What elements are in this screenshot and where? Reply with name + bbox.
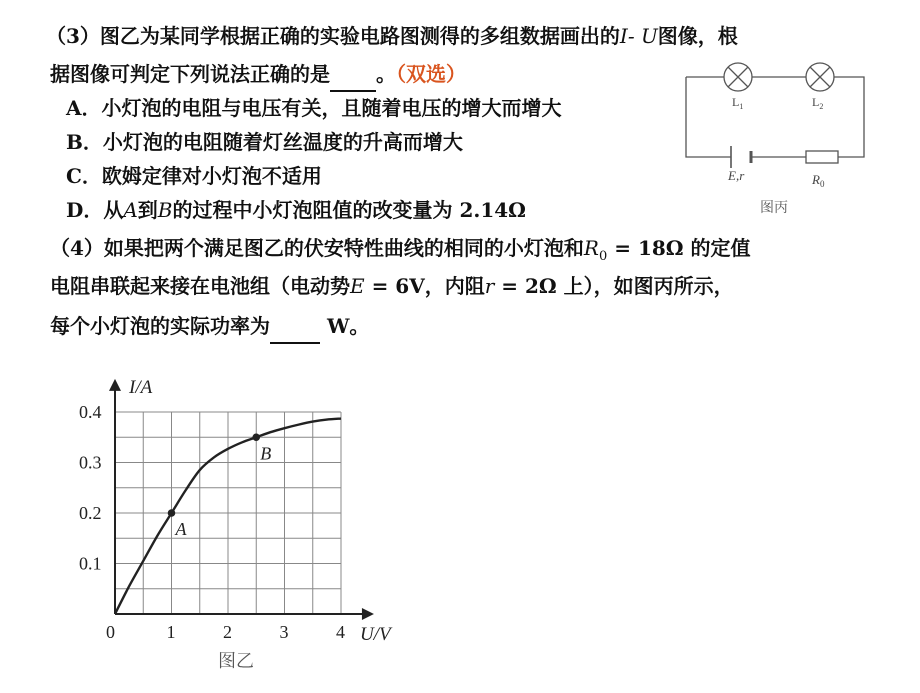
q4-r0-symbol: R bbox=[583, 236, 599, 260]
option-c: C．欧姆定律对小灯泡不适用 bbox=[66, 164, 322, 188]
point-b-marker bbox=[252, 433, 260, 441]
q4-text-1-end: = 18Ω 的定值 bbox=[607, 236, 751, 260]
x-tick-label: 0 bbox=[106, 622, 115, 642]
iu-chart bbox=[60, 350, 420, 685]
x-tick-label: 4 bbox=[336, 622, 345, 642]
x-tick-label: 2 bbox=[223, 622, 232, 642]
resistor-label: $R_0$ bbox=[812, 172, 825, 189]
option-b: B．小灯泡的电阻随着灯丝温度的升高而增大 bbox=[66, 130, 463, 154]
q4-answer-blank[interactable] bbox=[270, 314, 320, 344]
y-tick-label: 0.2 bbox=[79, 503, 102, 523]
q3-text-2: 据图像可判定下列说法正确的是 bbox=[50, 62, 330, 86]
circuit-diagram bbox=[676, 60, 876, 220]
lamp-l2-label: $L_2$ bbox=[812, 95, 824, 111]
circuit-caption: 图丙 bbox=[760, 200, 788, 216]
battery-label: E,r bbox=[728, 168, 745, 183]
circuit-wires bbox=[686, 77, 864, 157]
chart-caption: 图乙 bbox=[218, 651, 254, 672]
q3-punct: 。 bbox=[376, 62, 396, 86]
chart-grid bbox=[115, 412, 341, 614]
q4-line-2 bbox=[50, 272, 734, 300]
q4-internal-r-symbol: r bbox=[484, 274, 495, 298]
x-tick-label: 1 bbox=[166, 622, 176, 642]
q4-text-2c: = 2Ω 上），如图丙所示， bbox=[494, 274, 734, 298]
option-d bbox=[66, 196, 526, 224]
x-axis-arrow-icon bbox=[362, 608, 374, 620]
point-b-label: B bbox=[260, 443, 272, 464]
x-tick-label: 3 bbox=[279, 622, 289, 642]
lamp-l2-icon bbox=[806, 63, 834, 91]
q4-text-3-end: W。 bbox=[320, 314, 370, 338]
q4-line-3 bbox=[50, 312, 369, 344]
q4-text-1: （4）如果把两个满足图乙的伏安特性曲线的相同的小灯泡和 bbox=[50, 236, 584, 260]
q4-emf-symbol: E bbox=[350, 274, 365, 298]
option-d-point-b: B bbox=[157, 198, 173, 222]
point-a-label: A bbox=[175, 519, 187, 539]
option-a: A．小灯泡的电阻与电压有关，且随着电压的增大而增大 bbox=[66, 96, 562, 120]
q4-r0-subscript: 0 bbox=[598, 249, 608, 264]
q3-answer-blank[interactable] bbox=[330, 62, 376, 92]
q3-text-1-end: 图像，根 bbox=[657, 24, 738, 48]
option-d-text-2: 到 bbox=[137, 198, 158, 222]
resistor-r0-icon bbox=[806, 151, 838, 163]
lamp-l1-label: $L_1$ bbox=[732, 95, 744, 111]
option-d-text-1: D．从 bbox=[66, 198, 124, 222]
q4-text-3: 每个小灯泡的实际功率为 bbox=[50, 314, 270, 338]
option-d-text-3: 的过程中小灯泡阻值的改变量为 2.14Ω bbox=[172, 198, 526, 222]
q4-line-1 bbox=[50, 234, 751, 271]
point-a-marker bbox=[168, 509, 176, 517]
q3-line-1 bbox=[46, 22, 738, 50]
y-tick-label: 0.4 bbox=[79, 402, 102, 422]
q3-text-1: （3）图乙为某同学根据正确的实验电路图测得的多组数据画出的 bbox=[46, 24, 620, 48]
lamp-l1-icon bbox=[724, 63, 752, 91]
chart-axes bbox=[109, 376, 374, 620]
y-axis-arrow-icon bbox=[109, 379, 121, 391]
q3-iu-variable: I- U bbox=[619, 24, 658, 48]
battery-icon bbox=[731, 146, 751, 168]
q3-line-2 bbox=[50, 60, 466, 92]
x-axis-label: U/V bbox=[359, 624, 391, 645]
option-d-point-a: A bbox=[123, 198, 138, 222]
y-axis-label: I/A bbox=[129, 376, 153, 398]
q3-note-double-choice: （双选） bbox=[396, 62, 466, 86]
q4-text-2b: = 6V，内阻 bbox=[364, 274, 485, 298]
y-tick-label: 0.3 bbox=[79, 452, 102, 473]
q4-text-2: 电阻串联起来接在电池组（电动势 bbox=[50, 274, 350, 298]
y-tick-label: 0.1 bbox=[79, 553, 102, 574]
